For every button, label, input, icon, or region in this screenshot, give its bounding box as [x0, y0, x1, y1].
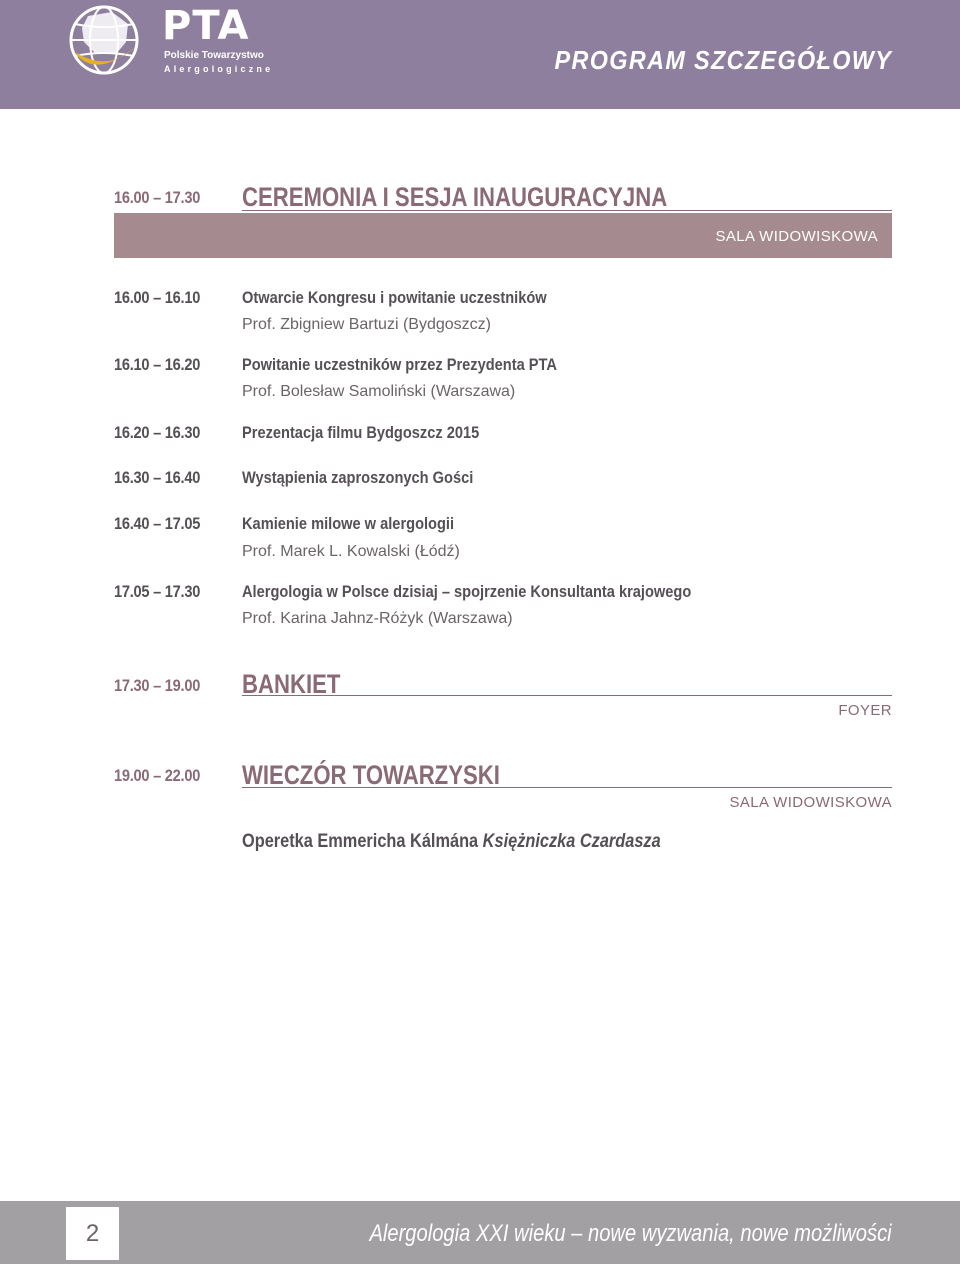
- room-label: SALA WIDOWISKOWA: [715, 228, 878, 245]
- item-time: 16.20 – 16.30: [114, 423, 201, 442]
- item-title: Powitanie uczestników przez Prezydenta PTA: [242, 355, 557, 374]
- item-title: Otwarcie Kongresu i powitanie uczestników: [242, 288, 547, 307]
- item-time: 16.10 – 16.20: [114, 355, 201, 374]
- item-speaker: Prof. Bolesław Samoliński (Warszawa): [242, 383, 516, 400]
- program-title: PROGRAM SZCZEGÓŁOWY: [554, 45, 892, 75]
- operetta-title: Księżniczka Czardasza: [482, 831, 661, 852]
- page-header: [0, 0, 960, 109]
- item-speaker: Prof. Marek L. Kowalski (Łódź): [242, 543, 460, 560]
- section-time: 16.00 – 17.30: [114, 188, 201, 207]
- section-time: 17.30 – 19.00: [114, 676, 201, 695]
- item-title: Wystąpienia zaproszonych Gości: [242, 468, 474, 487]
- section-title: BANKIET: [242, 669, 341, 699]
- logo-subtitle-line2: Alergologiczne: [164, 64, 274, 74]
- logo-title: PTA: [162, 3, 250, 49]
- footer-title: Alergologia XXI wieku – nowe wyzwania, nowe możliwości: [369, 1220, 892, 1247]
- item-speaker: Prof. Zbigniew Bartuzi (Bydgoszcz): [242, 316, 491, 333]
- section-divider: [242, 695, 892, 696]
- item-title: Kamienie milowe w alergologii: [242, 514, 455, 533]
- logo-subtitle-line1: Polskie Towarzystwo: [164, 50, 264, 61]
- section-title: WIECZÓR TOWARZYSKI: [242, 760, 500, 790]
- item-time: 16.30 – 16.40: [114, 468, 201, 487]
- room-label: FOYER: [838, 702, 892, 719]
- section-time: 19.00 – 22.00: [114, 766, 201, 785]
- room-bar: [114, 213, 892, 258]
- section-title: CEREMONIA I SESJA INAUGURACYJNA: [242, 182, 668, 212]
- item-title: Alergologia w Polsce dzisiaj – spojrzenie Konsultanta krajowego: [242, 582, 692, 601]
- event-description: [242, 831, 661, 853]
- section-divider: [242, 210, 892, 211]
- section-divider: [242, 787, 892, 788]
- item-time: 17.05 – 17.30: [114, 582, 201, 601]
- item-speaker: Prof. Karina Jahnz-Różyk (Warszawa): [242, 610, 513, 627]
- event-description-text: Operetka Emmericha Kálmána: [242, 831, 483, 852]
- item-time: 16.00 – 16.10: [114, 288, 201, 307]
- page-number-box: [66, 1207, 119, 1260]
- globe-emblem-icon: [66, 2, 146, 78]
- item-time: 16.40 – 17.05: [114, 514, 201, 533]
- page-number: 2: [85, 1220, 100, 1247]
- pta-logo: [66, 2, 276, 78]
- item-title: Prezentacja filmu Bydgoszcz 2015: [242, 423, 480, 442]
- room-label: SALA WIDOWISKOWA: [729, 794, 892, 811]
